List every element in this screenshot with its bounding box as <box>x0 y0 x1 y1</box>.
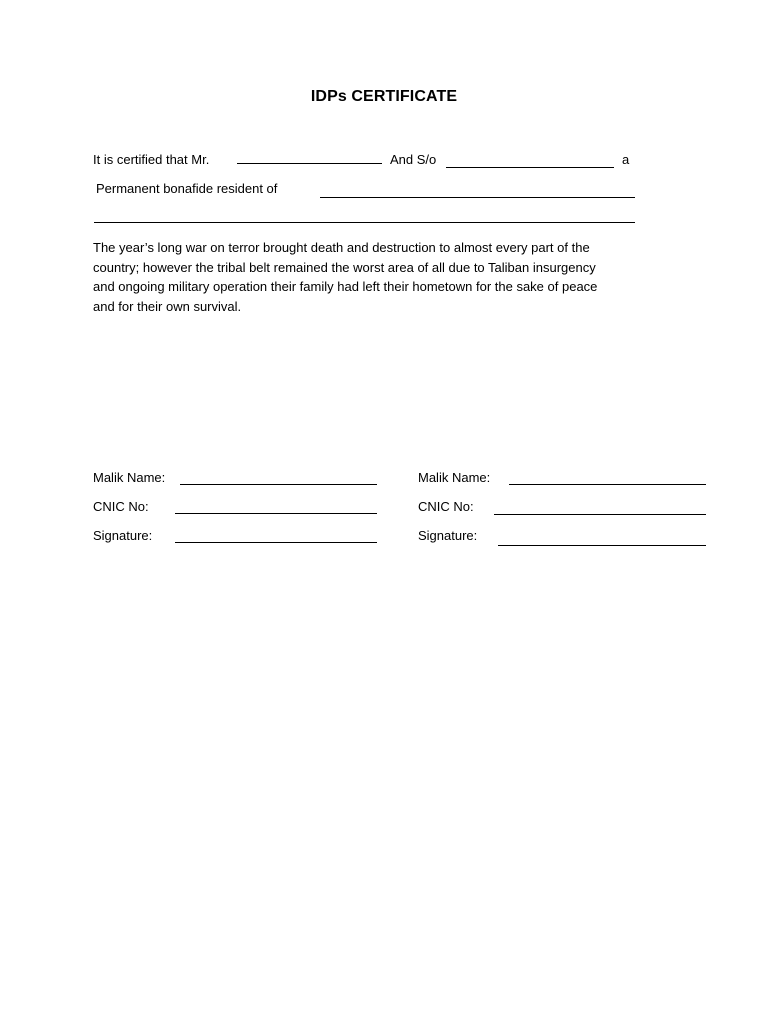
resident-label: Permanent bonafide resident of <box>96 181 278 196</box>
left-malik-name-blank-line[interactable] <box>180 484 377 485</box>
certificate-title: IDPs CERTIFICATE <box>310 88 458 105</box>
a-label: a <box>622 152 630 167</box>
residence-continuation-blank-line[interactable] <box>94 222 635 223</box>
right-signature-blank-line[interactable] <box>498 545 706 546</box>
certified-label: It is certified that Mr. <box>93 152 210 167</box>
left-malik-name-label: Malik Name: <box>93 470 166 485</box>
residence-blank-line[interactable] <box>320 197 635 198</box>
right-cnic-blank-line[interactable] <box>494 514 706 515</box>
right-cnic-label: CNIC No: <box>418 499 474 514</box>
left-signature-label: Signature: <box>93 528 153 543</box>
left-cnic-blank-line[interactable] <box>175 513 377 514</box>
son-of-label: And S/o <box>390 152 437 167</box>
father-name-blank-line[interactable] <box>446 167 614 168</box>
left-signature-blank-line[interactable] <box>175 542 377 543</box>
right-malik-name-blank-line[interactable] <box>509 484 706 485</box>
certificate-body-paragraph: The year’s long war on terror brought death and destruction to almost every part of the country; however the tribal belt remained the worst area of all due to Taliban insurgency and ongoing military operation their family had left their hometown for the sake of peace and for their own survival. <box>93 240 598 314</box>
name-blank-line[interactable] <box>237 163 382 164</box>
right-malik-name-label: Malik Name: <box>418 470 491 485</box>
left-cnic-label: CNIC No: <box>93 499 149 514</box>
right-signature-label: Signature: <box>418 528 478 543</box>
